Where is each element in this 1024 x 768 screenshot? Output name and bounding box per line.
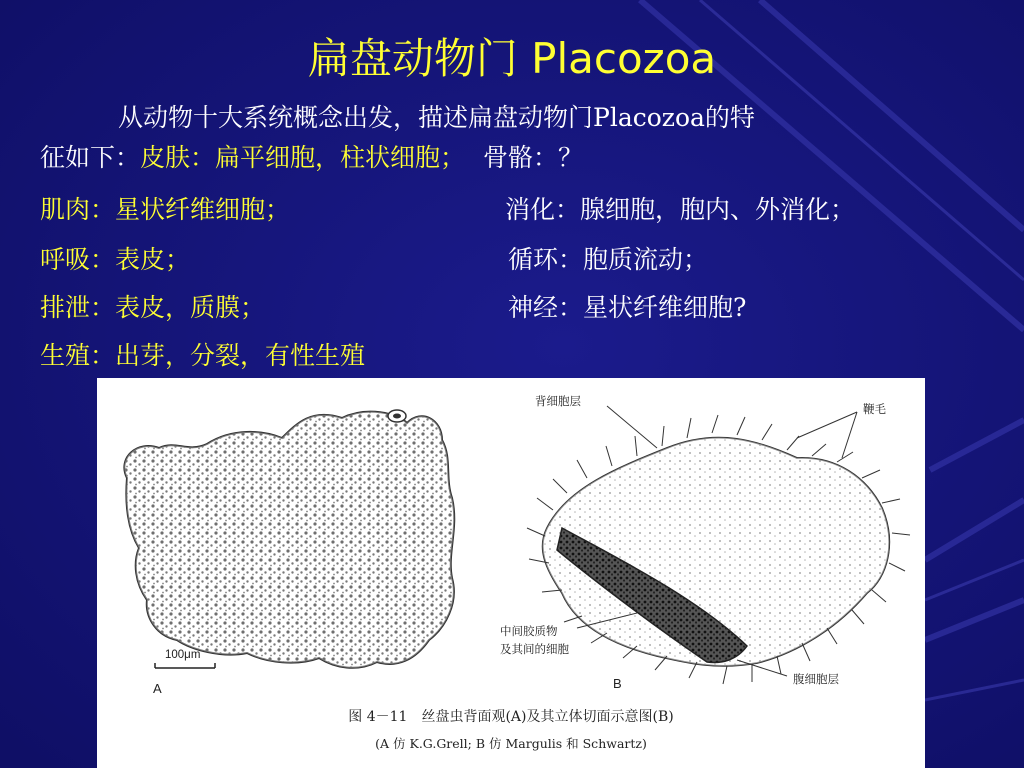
nervous-text: 神经：星状纤维细胞?	[508, 293, 747, 322]
panel-b-organism	[527, 406, 910, 684]
intro-line-1: 从动物十大系统概念出发，描述扁盘动物门Placozoa的特	[118, 103, 755, 132]
figure-caption: 图 4－11 丝盘虫背面观(A)及其立体切面示意图(B)	[348, 709, 674, 725]
reproduction-text: 生殖：出芽，分裂，有性生殖	[40, 341, 366, 370]
label-panel-a: A	[153, 681, 162, 696]
digestion-text: 消化：腺细胞，胞内、外消化；	[505, 195, 856, 224]
circulation-text: 循环：胞质流动；	[508, 245, 709, 274]
slide-title: 扁盘动物门 Placozoa	[307, 34, 717, 83]
label-flagella: 鞭毛	[863, 402, 886, 416]
intro-prefix: 征如下：	[40, 143, 141, 172]
label-middle-gel-2: 及其间的细胞	[500, 642, 569, 656]
skeleton-text: 骨骼：？	[483, 143, 584, 172]
skin-text: 皮肤：扁平细胞，柱状细胞；	[140, 143, 466, 172]
label-panel-b: B	[613, 676, 622, 691]
label-dorsal-layer: 背细胞层	[535, 394, 581, 408]
label-ventral-layer: 腹细胞层	[793, 672, 839, 686]
excretion-text: 排泄：表皮，质膜；	[40, 293, 266, 322]
intro-line-2	[40, 138, 583, 174]
figure-credit: (A 仿 K.G.Grell; B 仿 Margulis 和 Schwartz)	[375, 736, 647, 751]
muscle-text: 肌肉：星状纤维细胞；	[40, 195, 291, 224]
label-middle-gel-1: 中间胶质物	[500, 624, 558, 638]
scale-bar	[155, 663, 215, 668]
placozoa-figure	[97, 378, 925, 768]
label-scale-bar: 100μm	[165, 649, 201, 661]
figure-drawing	[97, 378, 925, 708]
panel-a-organism	[124, 410, 454, 668]
respiration-text: 呼吸：表皮；	[40, 245, 191, 274]
